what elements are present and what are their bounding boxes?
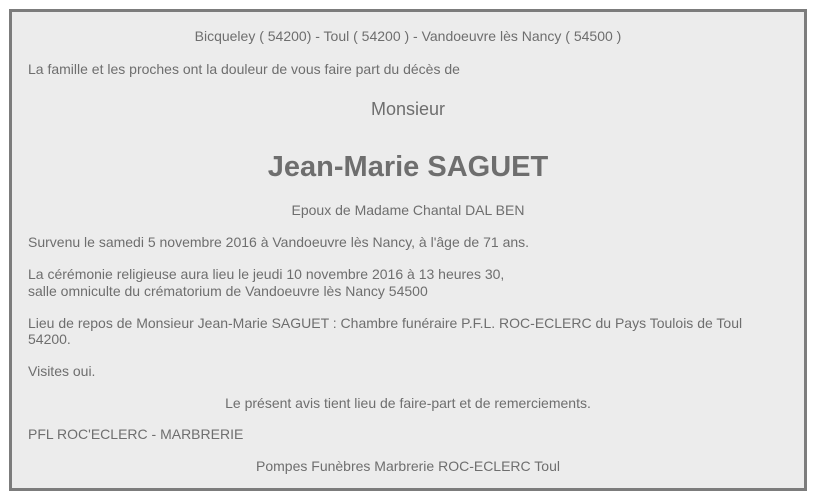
footer-line: Pompes Funèbres Marbrerie ROC-ECLERC Toul xyxy=(256,458,560,474)
locations-line: Bicqueley ( 54200) - Toul ( 54200 ) - Vandoeuvre lès Nancy ( 54500 ) xyxy=(194,28,622,44)
ceremony-line-2: salle omniculte du crématorium de Vandoeuvre lès Nancy 54500 xyxy=(28,283,428,299)
death-line: Survenu le samedi 5 novembre 2016 à Vandoeuvre lès Nancy, à l'âge de 71 ans. xyxy=(28,234,530,250)
rest-place-line-2: 54200. xyxy=(28,331,71,347)
visits-line: Visites oui. xyxy=(28,363,96,379)
honorific: Monsieur xyxy=(370,99,446,119)
rest-place-line-1: Lieu de repos de Monsieur Jean-Marie SAGUET : Chambre funéraire P.F.L. ROC-ECLERC du Pays Toulois de Toul xyxy=(28,315,743,331)
intro-line: La famille et les proches ont la douleur de vous faire part du décès de xyxy=(28,61,460,77)
ceremony-line-1: La cérémonie religieuse aura lieu le jeudi 10 novembre 2016 à 13 heures 30, xyxy=(28,266,505,282)
company-line: PFL ROC'ECLERC - MARBRERIE xyxy=(28,426,244,442)
deceased-name: Jean-Marie SAGUET xyxy=(267,151,549,183)
spouse-line: Epoux de Madame Chantal DAL BEN xyxy=(291,202,525,218)
obituary-notice xyxy=(9,9,807,491)
thanks-line: Le présent avis tient lieu de faire-part et de remerciements. xyxy=(225,395,591,411)
